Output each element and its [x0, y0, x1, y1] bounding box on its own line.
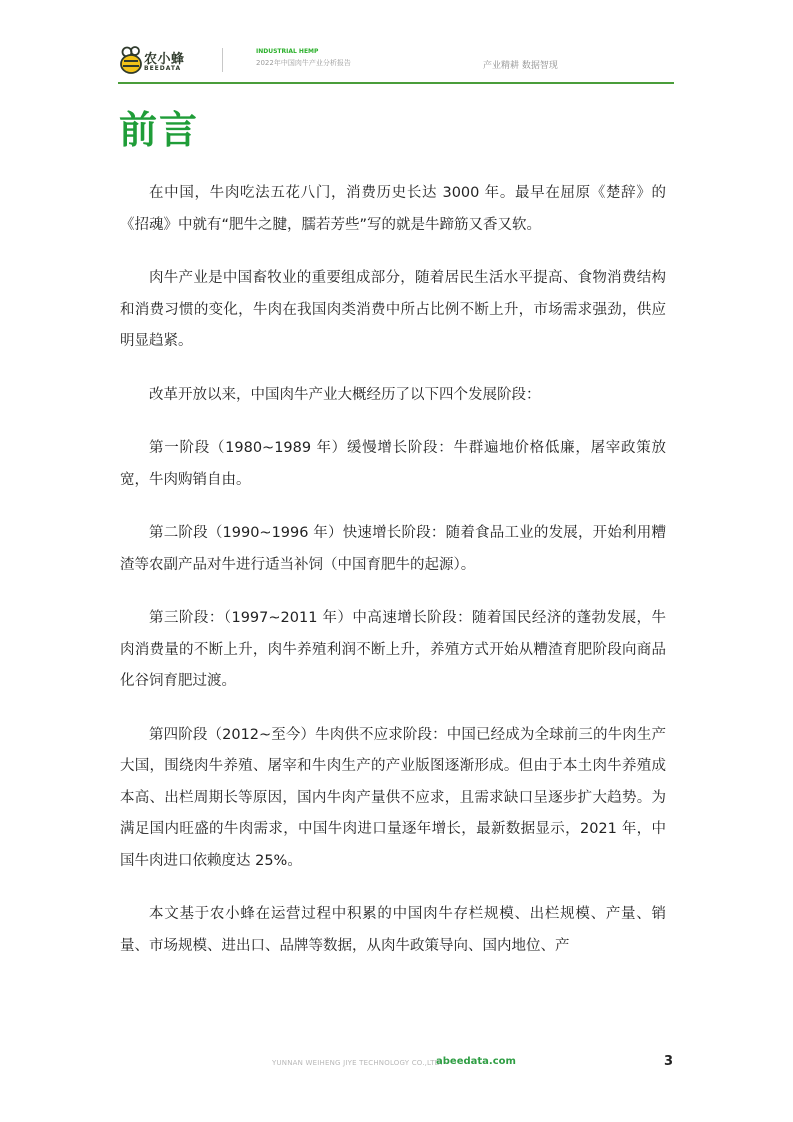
paragraph: 第一阶段（1980~1989 年）缓慢增长阶段：牛群遍地价格低廉，屠宰政策放宽，牛肉购销自由。: [120, 440, 666, 488]
paragraph: 第二阶段（1990~1996 年）快速增长阶段：随着食品工业的发展，开始利用糟渣等农副产品对牛进行适当补饲（中国育肥牛的起源）。: [120, 525, 666, 573]
paragraph: 本文基于农小蜂在运营过程中积累的中国肉牛存栏规模、出栏规模、产量、销量、市场规模、进出口、品牌等数据，从肉牛政策导向、国内地位、产: [120, 906, 666, 954]
paragraph: 改革开放以来，中国肉牛产业大概经历了以下四个发展阶段：: [149, 386, 541, 403]
footer-website-link[interactable]: abeedata.com: [436, 1056, 516, 1067]
report-title: 2022年中国肉牛产业分析报告: [256, 59, 351, 67]
header-rule: [118, 82, 674, 84]
report-tag: INDUSTRIAL HEMP: [256, 48, 319, 55]
brand-logo: [118, 46, 258, 78]
page-footer: [0, 1054, 793, 1074]
brand-name-en: BEEDATA: [144, 65, 182, 72]
page-header: [118, 44, 674, 84]
page-title: 前言: [119, 108, 200, 152]
brand-name-cn: 农小蜂: [144, 52, 185, 67]
footer-company: YUNNAN WEIHENG JIYE TECHNOLOGY CO.,LTD.: [272, 1059, 443, 1067]
page-number: 3: [664, 1054, 674, 1069]
paragraph: 在中国，牛肉吃法五花八门，消费历史长达 3000 年。最早在屈原《楚辞》的《招魂》中就有“肥牛之腱，臑若芳些”写的就是牛蹄筋又香又软。: [120, 185, 666, 233]
paragraph: 肉牛产业是中国畜牧业的重要组成部分，随着居民生活水平提高、食物消费结构和消费习惯的变化，牛肉在我国肉类消费中所占比例不断上升，市场需求强劲，供应明显趋紧。: [120, 270, 666, 349]
body-text: [120, 178, 666, 984]
header-slogan: 产业精耕 数据智现: [483, 61, 558, 71]
paragraph: 第三阶段：（1997~2011 年）中高速增长阶段：随着国民经济的蓬勃发展，牛肉消费量的不断上升，肉牛养殖利润不断上升，养殖方式开始从糟渣育肥阶段向商品化谷饲育肥过渡。: [120, 610, 666, 689]
header-divider: [222, 48, 223, 72]
paragraph: 第四阶段（2012~至今）牛肉供不应求阶段：中国已经成为全球前三的牛肉生产大国，围绕肉牛养殖、屠宰和牛肉生产的产业版图逐渐形成。但由于本土肉牛养殖成本高、出栏周期长等原因，国内牛肉产量供不应求，且需求缺口呈逐步扩大趋势。为满足国内旺盛的牛肉需求，中国牛肉进口量逐年增长，最新数据显示，2021 年，中国牛肉进口依赖度达 25%。: [120, 726, 666, 869]
